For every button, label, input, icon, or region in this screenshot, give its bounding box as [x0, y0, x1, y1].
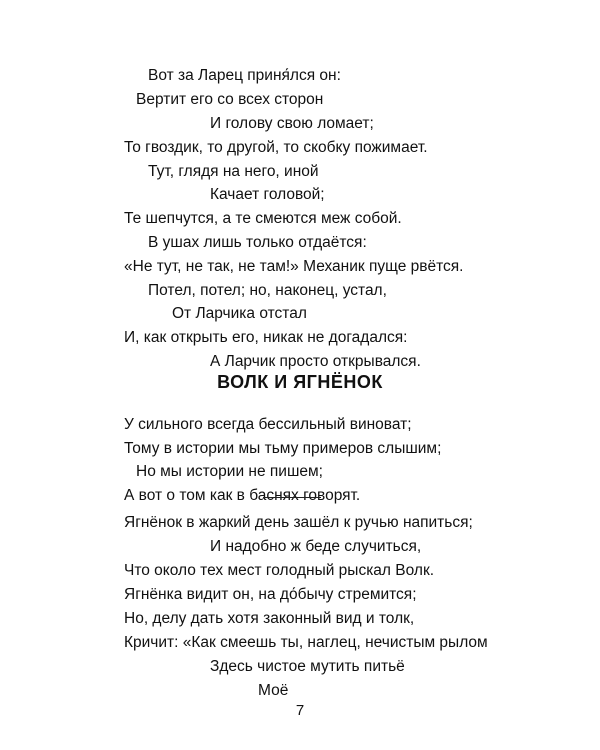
poem1-line: Потел, потел; но, наконец, устал, [148, 282, 387, 299]
moral-line: А вот о том как в баснях говорят. [124, 487, 361, 504]
poem1-line: «Не тут, не так, не там!» Механик пуще рвётся. [124, 258, 464, 275]
moral-line: Но мы истории не пишем; [136, 463, 323, 480]
poem1-line: От Ларчика отстал [172, 305, 307, 322]
poem1-line: Тут, глядя на него, иной [148, 163, 319, 180]
moral-line: Тому в истории мы тьму примеров слышим; [124, 440, 442, 457]
poem2-line: Здесь чистое мутить питьё [210, 658, 405, 675]
poem2-line: Ягнёнок в жаркий день зашёл к ручью напиться; [124, 514, 473, 531]
poem-title: ВОЛК И ЯГНЁНОК [217, 372, 383, 392]
poem1-line: Вот за Ларец приня́лся он: [148, 67, 341, 84]
poem1-line: Качает головой; [210, 186, 325, 203]
poem1-line: Те шепчутся, а те смеются меж собой. [124, 210, 402, 227]
poem2-line: Кричит: «Как смеешь ты, наглец, нечистым рылом [124, 634, 488, 651]
poem1-line: А Ларчик просто открывался. [210, 353, 421, 370]
poem2-line: И надобно ж беде случиться, [210, 538, 422, 555]
poem2-line: Но, делу дать хотя законный вид и толк, [124, 610, 415, 627]
poem2-line: Моё [258, 682, 289, 699]
poem1-line: И, как открыть его, никак не догадался: [124, 329, 408, 346]
poem1-line: И голову свою ломает; [210, 115, 374, 132]
poem1-line: Вертит его со всех сторон [136, 91, 324, 108]
poem2-line: Что около тех мест голодный рыскал Волк. [124, 562, 435, 579]
poem1-line: То гвоздик, то другой, то скобку пожимает. [124, 139, 428, 156]
poem1-line: В ушах лишь только отдаётся: [148, 234, 367, 251]
section-separator [263, 497, 321, 498]
poem2-line: Ягнёнка видит он, на до́бычу стремится; [124, 586, 417, 603]
page-number: 7 [295, 702, 305, 719]
moral-line: У сильного всегда бессильный виноват; [124, 416, 412, 433]
